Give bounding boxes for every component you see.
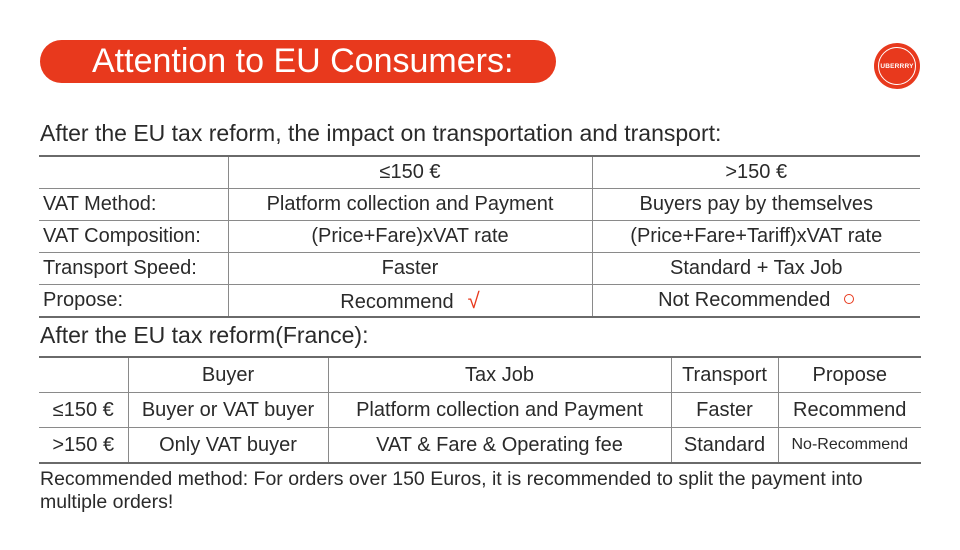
table-cell: Recommend bbox=[778, 393, 921, 428]
brand-logo-ring bbox=[878, 47, 916, 85]
not-recommend-text: Not Recommended bbox=[658, 289, 831, 311]
table-cell: No-Recommend bbox=[778, 428, 921, 464]
table-header-cell bbox=[39, 357, 128, 393]
table-cell: Faster bbox=[228, 253, 592, 285]
check-icon: √ bbox=[467, 287, 480, 313]
table-header-cell: ≤150 € bbox=[228, 156, 592, 189]
table-header-row bbox=[39, 357, 921, 393]
section1-heading: After the EU tax reform, the impact on transportation and transport: bbox=[40, 120, 722, 146]
table-header-cell: Propose bbox=[778, 357, 921, 393]
table-row bbox=[39, 221, 920, 253]
table-header-cell: >150 € bbox=[592, 156, 920, 189]
brand-logo bbox=[874, 43, 920, 89]
row-label: VAT Composition: bbox=[39, 221, 228, 253]
table-header-cell: Buyer bbox=[128, 357, 328, 393]
table-cell: Platform collection and Payment bbox=[228, 189, 592, 221]
table-cell: Faster bbox=[671, 393, 778, 428]
table-cell: Only VAT buyer bbox=[128, 428, 328, 464]
table-cell: Buyers pay by themselves bbox=[592, 189, 920, 221]
table-row bbox=[39, 253, 920, 285]
table-cell bbox=[228, 285, 592, 318]
table-row bbox=[39, 428, 921, 464]
recommend-text: Recommend bbox=[340, 290, 454, 313]
table-cell: Buyer or VAT buyer bbox=[128, 393, 328, 428]
table-row bbox=[39, 189, 920, 221]
table-cell: VAT & Fare & Operating fee bbox=[328, 428, 671, 464]
france-table bbox=[39, 356, 921, 464]
row-label: Transport Speed: bbox=[39, 253, 228, 285]
table-cell: Platform collection and Payment bbox=[328, 393, 671, 428]
table-header-cell: Tax Job bbox=[328, 357, 671, 393]
banner-title: Attention to EU Consumers: bbox=[92, 42, 514, 80]
row-label: VAT Method: bbox=[39, 189, 228, 221]
table-header-cell: Transport bbox=[671, 357, 778, 393]
table-row bbox=[39, 393, 921, 428]
table-cell: (Price+Fare)xVAT rate bbox=[228, 221, 592, 253]
impact-table bbox=[39, 155, 920, 318]
row-label: Propose: bbox=[39, 285, 228, 318]
brand-logo-text: UBERRRY bbox=[880, 62, 914, 70]
table-cell bbox=[592, 285, 920, 318]
recommendation-note: Recommended method: For orders over 150 Euros, it is recommended to split the payment into multiple orders! bbox=[40, 468, 863, 513]
section2-heading: After the EU tax reform(France): bbox=[40, 322, 369, 348]
table-cell: Standard bbox=[671, 428, 778, 464]
title-banner bbox=[40, 40, 556, 83]
table-header-cell bbox=[39, 156, 228, 189]
table-cell: (Price+Fare+Tariff)xVAT rate bbox=[592, 221, 920, 253]
table-header-row bbox=[39, 156, 920, 189]
circle-icon bbox=[844, 294, 854, 304]
table-cell: Standard + Tax Job bbox=[592, 253, 920, 285]
row-label: >150 € bbox=[39, 428, 128, 464]
table-row bbox=[39, 285, 920, 318]
row-label: ≤150 € bbox=[39, 393, 128, 428]
